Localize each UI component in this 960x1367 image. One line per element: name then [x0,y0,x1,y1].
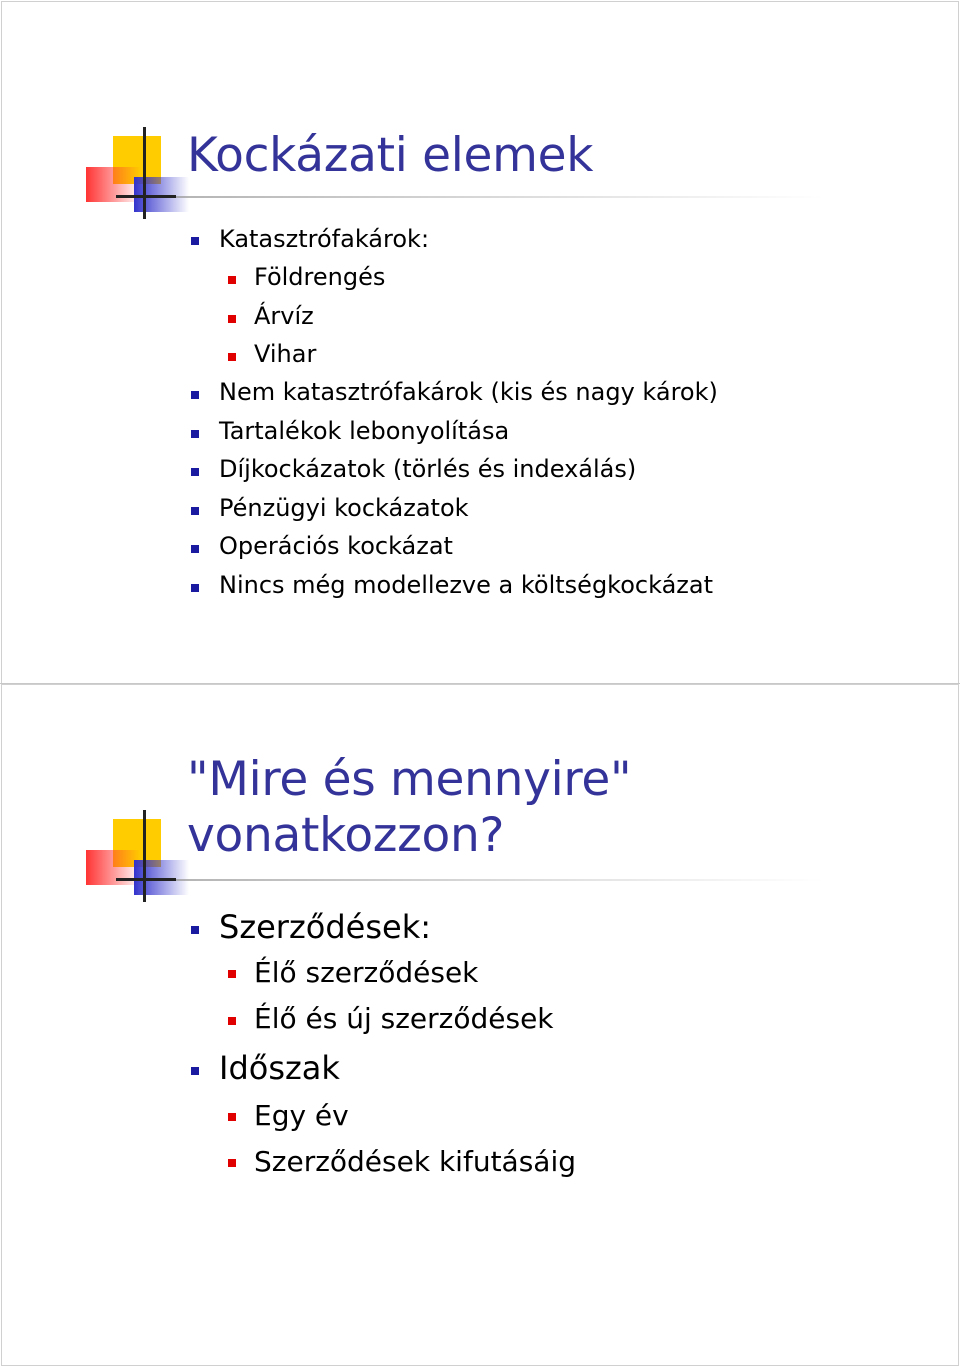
list-item: Díjkockázatok (törlés és indexálás) [219,455,637,483]
list-item: Szerződések: [219,908,431,946]
slide-title-line-2: vonatkozzon? [187,808,505,863]
slide-title [187,752,631,864]
list-item: Szerződések kifutásáig [254,1145,576,1178]
list-item: Nincs még modellezve a költségkockázat [219,571,713,599]
bullet-icon [191,926,199,934]
bullet-icon [228,315,236,323]
bullet-icon [228,1113,236,1121]
list-item: Élő szerződések [254,956,479,989]
bullet-icon [191,545,199,553]
list-item: Árvíz [254,302,314,330]
list-item: Időszak [219,1049,340,1087]
list-item: Operációs kockázat [219,532,453,560]
list-item: Élő és új szerződések [254,1002,554,1035]
bullet-icon [228,1159,236,1167]
bullet-icon [191,468,199,476]
bullet-icon [191,237,199,245]
list-item: Vihar [254,340,317,368]
bullet-icon [228,353,236,361]
bullet-icon [191,1067,199,1075]
slide-title-line-1: "Mire és mennyire" [187,752,632,807]
list-item: Nem katasztrófakárok (kis és nagy károk) [219,378,718,406]
slide-title: Kockázati elemek [187,128,594,183]
list-item: Katasztrófakárok: [219,225,430,253]
bullet-icon [191,430,199,438]
bullet-icon [228,1017,236,1025]
slide-2 [0,684,960,1367]
bullet-icon [191,584,199,592]
bullet-icon [228,970,236,978]
list-item: Tartalékok lebonyolítása [219,417,510,445]
list-item: Pénzügyi kockázatok [219,494,469,522]
list-item: Egy év [254,1099,349,1132]
list-item: Földrengés [254,263,386,291]
bullet-icon [228,276,236,284]
bullet-icon [191,507,199,515]
bullet-icon [191,391,199,399]
